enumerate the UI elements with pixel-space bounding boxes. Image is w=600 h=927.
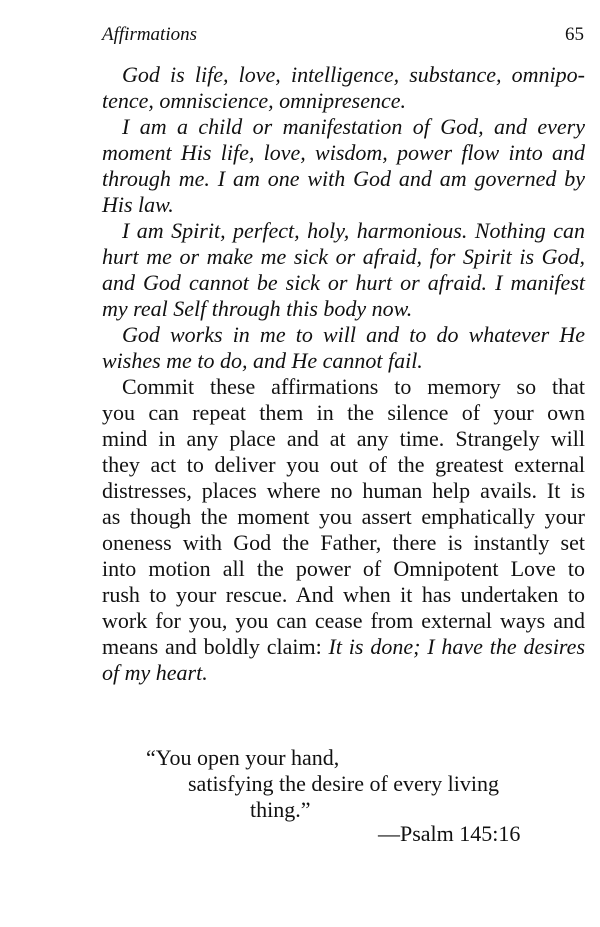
running-head: Affirmations [102, 24, 198, 45]
text-line: distresses, places where no human help avails. It is [102, 478, 585, 503]
text-line: as though the moment you assert emphatically your [102, 504, 585, 529]
text-line: of my heart. [102, 660, 208, 685]
text-line: I am a child or manifestation of God, and every [122, 114, 585, 139]
text-line: I am Spirit, perfect, holy, harmonious. Nothing can [122, 218, 585, 243]
text-line [102, 634, 585, 660]
text-line: into motion all the power of Omnipotent Love to [102, 556, 585, 581]
affirmation-1 [102, 62, 585, 114]
text-line: God works in me to will and to do whatever He [122, 322, 585, 347]
text-line: my real Self through this body now. [102, 296, 413, 321]
text-line: tence, omniscience, omnipresence. [102, 88, 407, 113]
quote-line: satisfying the desire of every living [188, 771, 499, 796]
page-body [102, 62, 585, 686]
text-line: oneness with God the Father, there is instantly set [102, 530, 585, 555]
text-line: mind in any place and at any time. Strangely will [102, 426, 585, 451]
text-line: and God cannot be sick or hurt or afraid. I manifest [102, 270, 585, 295]
text-line: you can repeat them in the silence of your own [102, 400, 585, 425]
affirmation-3 [102, 218, 585, 322]
quote-line: “You open your hand, [146, 745, 340, 770]
text-line: rush to your rescue. And when it has undertaken to [102, 582, 585, 607]
quote-attribution: —Psalm 145:16 [378, 821, 521, 846]
text-roman: means and boldly claim: [102, 634, 329, 659]
text-line: they act to deliver you out of the greatest external [102, 452, 585, 477]
text-line: Commit these affirmations to memory so that [122, 374, 585, 399]
text-line: work for you, you can cease from external ways and [102, 608, 585, 633]
quote-line: thing.” [250, 797, 311, 822]
text-italic: It is done; I have the desires [328, 634, 586, 659]
text-line: hurt me or make me sick or afraid, for Spirit is God, [102, 244, 585, 269]
text-line: His law. [102, 192, 174, 217]
affirmation-2 [102, 114, 585, 218]
text-line: wishes me to do, and He cannot fail. [102, 348, 423, 373]
text-line: moment His life, love, wisdom, power flow into and [102, 140, 585, 165]
text-line: through me. I am one with God and am governed by [102, 166, 585, 191]
page-number: 65 [565, 24, 584, 45]
body-paragraph [102, 374, 585, 686]
text-line: God is life, love, intelligence, substance, omnipo- [122, 62, 585, 87]
affirmation-4 [102, 322, 585, 374]
